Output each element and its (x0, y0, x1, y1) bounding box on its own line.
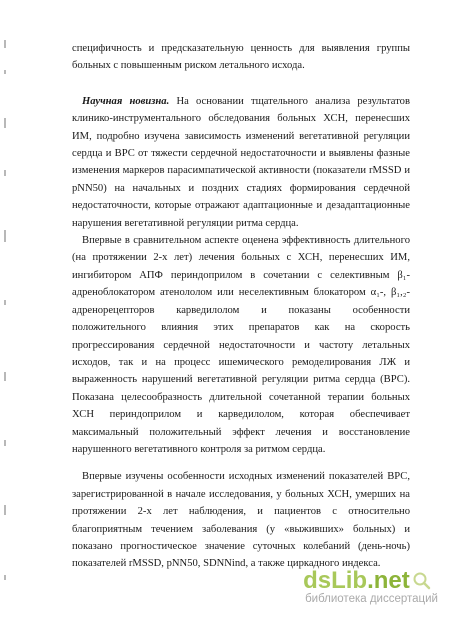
document-body (72, 40, 410, 573)
magnifier-icon (412, 571, 432, 591)
paragraph-hrv-features: Впервые изучены особенности исходных изменений показателей ВРС, зарегистрированной в начале исследования, у больных ХСН, умерших на протяжении 2-х лет наблюдения, и пациентов с относительно благоприятным течением заболевания (у «выживших» больных) и показано прогностическое значение суточных колебаний (день-ночь) показателей rMSSD, pNN50, SDNNind, а также циркадного индекса. (72, 471, 410, 570)
paragraph-comparative-efficacy: Впервые в сравнительном аспекте оценена эффективность длительного (на протяжении 2-х лет) лечения больных с ХСН, перенесших ИМ, ингибитором АПФ периндоприлом в сочетании с селективным β₁-адреноблокатором атенололом или неселективным блокатором α₁-, β₁,₂-адренорецепторов карведилолом и показаны особенности положительного влияния этих препаратов как на скорость прогрессирования сердечной недостаточности и частоту летальных исходов, так и на процесс ишемического ремоделирования ЛЖ и выраженность нарушений вегетативной регуляции ритма сердца (ВРС). Показана целесообразность длительной сочетанной терапии больных ХСН периндоприлом и карведилолом, которая обеспечивает максимальный положительный эффект лечения и восстановление нарушенного вегетативного контроля за ритмом сердца. (72, 235, 410, 455)
watermark-subtitle: библиотека диссертаций (305, 593, 438, 605)
heading-scientific-novelty: Научная новизна. (82, 95, 170, 107)
watermark-logo: dsLib.net (303, 567, 410, 594)
dslib-watermark (303, 567, 438, 605)
paragraph-intro-continuation: специфичность и предсказательную ценность для выявления группы больных с повышенным риском летального исхода. (72, 43, 410, 72)
scan-edge-marks (0, 0, 12, 621)
paragraph-scientific-novelty (72, 93, 410, 232)
paragraph-scientific-novelty-text: На основании тщательного анализа результатов клинико-инструментального обследования больных ХСН, перенесших ИМ, подробно изучена зависимость изменений вегетативной регуляции сердца и ВРС от тяжести сердечной недостаточности и выявлены фазные изменения маркеров парасимпатической активности (показатели rMSSD и pNN50) на начальных и поздних стадиях формирования сердечной недостаточности, которые отражают адаптационные и дезадаптационные нарушения вегетативной регуляции ритма сердца. (72, 95, 410, 229)
